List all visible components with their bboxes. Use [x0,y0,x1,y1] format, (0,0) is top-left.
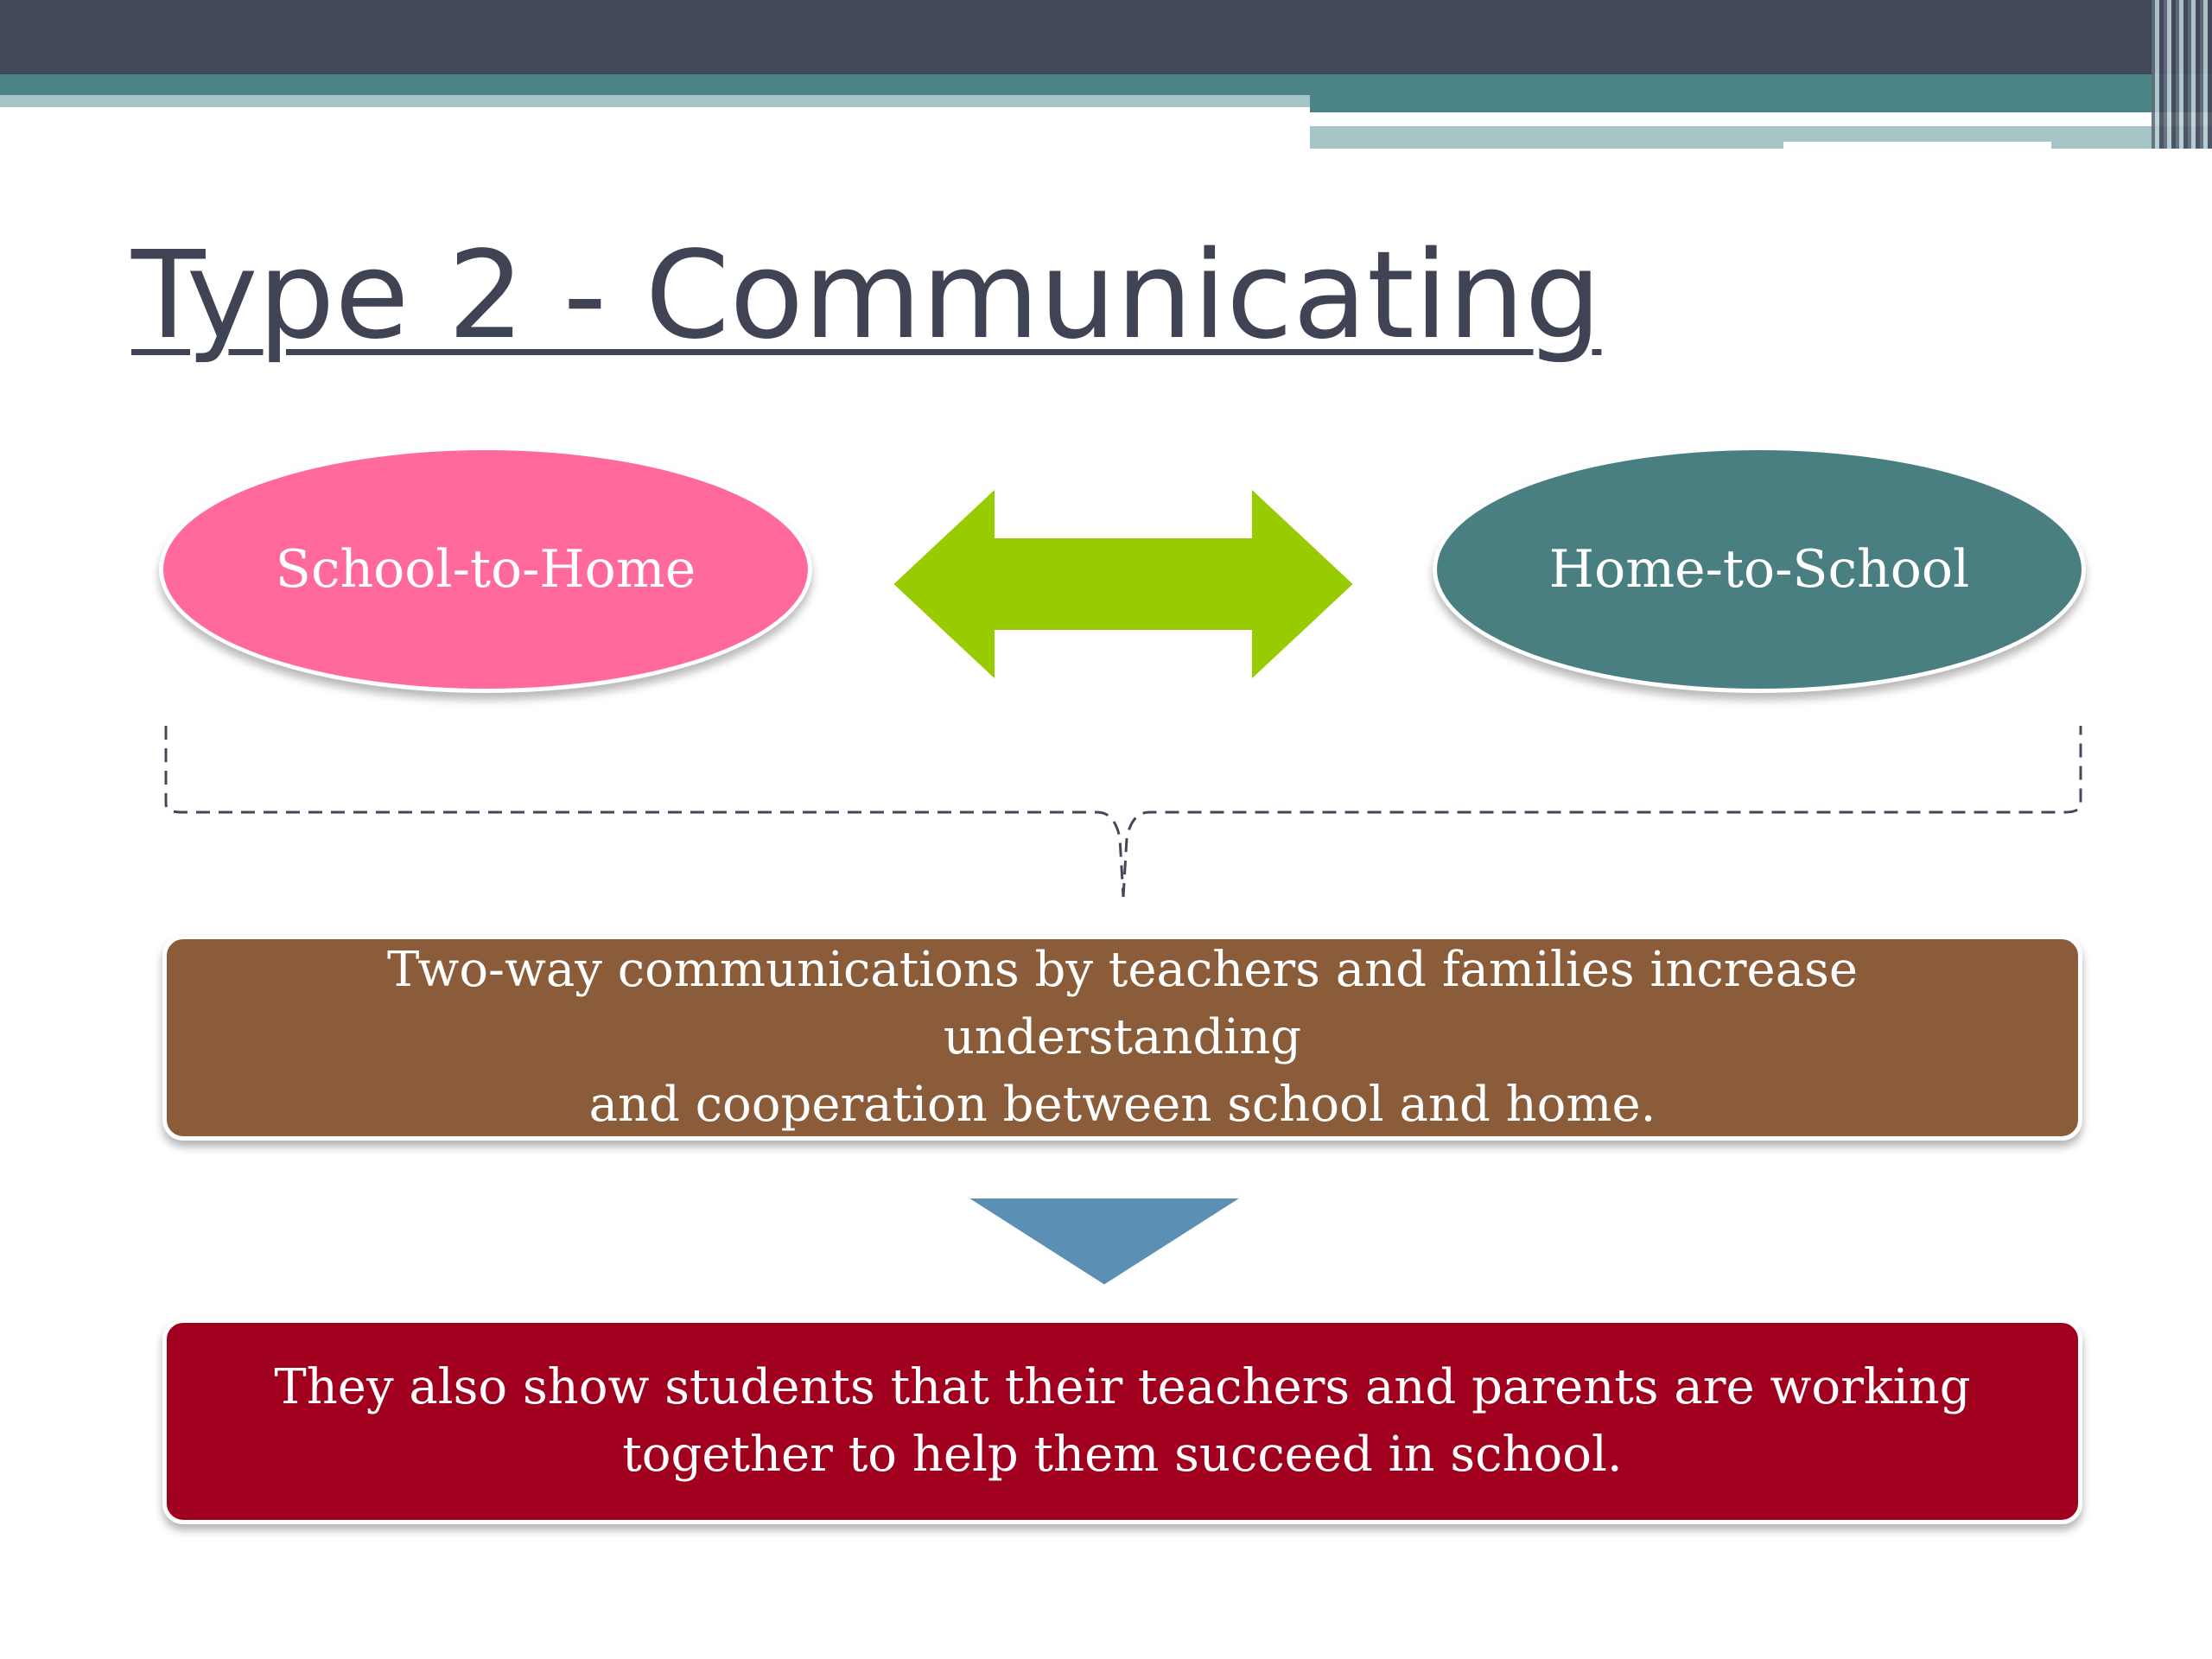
students-working-together-box [162,1319,2082,1524]
header-band-teal-left [0,74,1310,95]
header-band-light-right [1310,126,2212,149]
header-band-dark [0,0,2212,74]
slide-title: Type 2 - Communicating [131,226,1602,366]
header-stripes [2152,0,2212,149]
school-to-home-label: School-to-Home [275,539,696,600]
two-way-communication-text [167,937,2078,1139]
dashed-bracket-path [166,726,2081,897]
double-arrow-shape [890,484,1357,684]
box-2-line-1: They also show students that their teachers and parents are working [274,1359,1971,1415]
dashed-bracket [156,717,2091,907]
box-2-line-2: together to help them succeed in school. [622,1427,1623,1483]
box-1-line-2: and cooperation between school and home. [588,1077,1656,1133]
students-working-together-text [239,1354,2005,1489]
down-triangle-icon [956,1191,1253,1293]
header-white-line [1310,116,2049,126]
header-band-light-left [0,95,1310,107]
school-to-home-ellipse [159,446,812,693]
home-to-school-label: Home-to-School [1548,539,1970,600]
down-triangle-shape [961,1196,1248,1287]
box-1-line-1: Two-way communications by teachers and families increase understanding [387,942,1858,1065]
header-band-teal-right [1310,74,2212,112]
home-to-school-ellipse [1433,446,2086,693]
two-way-communication-box [162,935,2082,1141]
double-arrow-icon [881,477,1365,691]
header-white-line-lower [1783,142,2051,149]
